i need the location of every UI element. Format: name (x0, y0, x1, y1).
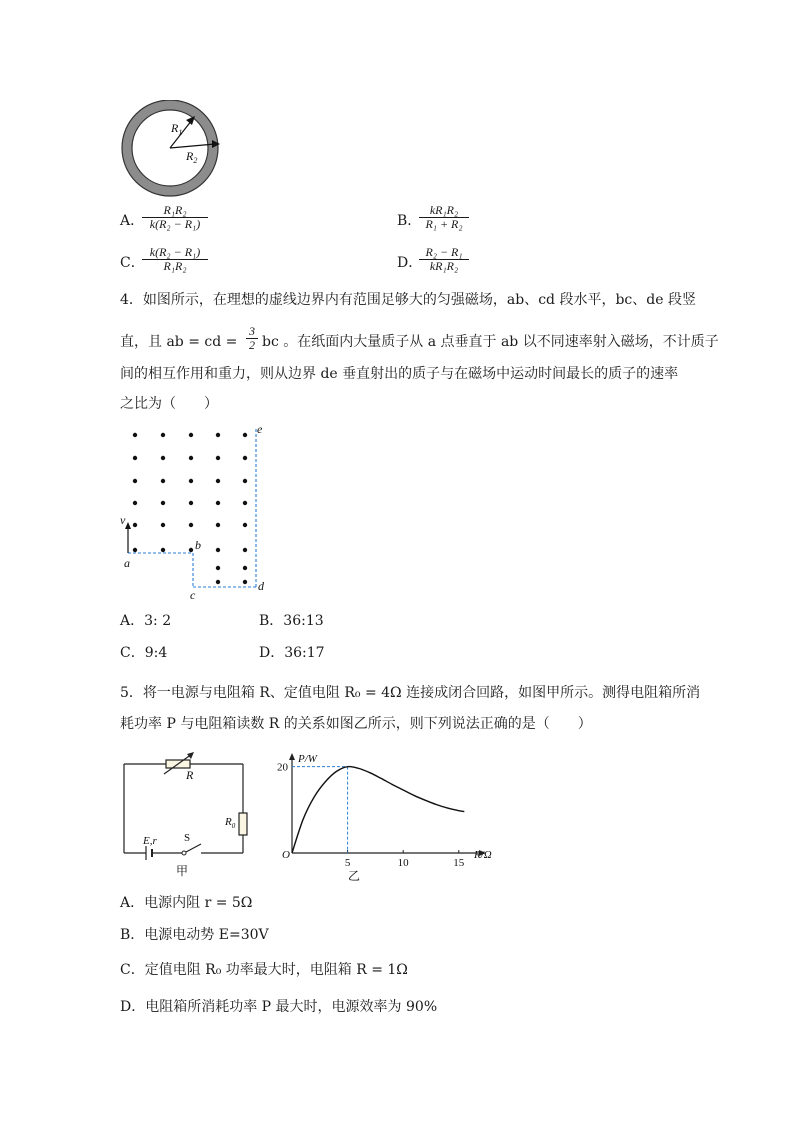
x-tick-label-10: 10 (397, 857, 409, 869)
q5-option-b-text: 电源电动势 E=30V (144, 927, 269, 943)
q3-option-c-numerator: k(R₂ − R₁) (149, 245, 201, 259)
label-c: c (190, 588, 196, 602)
r2-label: $R_2$ (186, 149, 198, 165)
boundary-dashed (128, 428, 256, 587)
q4-ratio-numerator: 3 (249, 324, 255, 338)
q4-option-b (259, 613, 324, 629)
label-r0: $R_0$ (225, 816, 236, 830)
label-a: a (124, 556, 130, 570)
q3-option-b-letter: B． (397, 213, 422, 229)
q5-option-d-text: 电阻箱所消耗功率 P 最大时，电源效率为 90% (145, 999, 438, 1015)
q4-line-1: 4．如图所示，在理想的虚线边界内有范围足够大的匀强磁场，ab、cd 段水平，bc、de 段竖 (120, 292, 696, 308)
label-d: d (258, 579, 264, 593)
q3-option-a-denominator: k(R₂ − R₁) (142, 217, 208, 231)
q4-option-d (259, 645, 325, 661)
power-resistance-chart (276, 748, 502, 883)
q3-option-c-fraction (142, 246, 208, 273)
q4-line-2-pre: 直，且 ab = cd = (120, 334, 238, 350)
origin-label: O (282, 849, 290, 861)
caption-yi: 乙 (348, 869, 361, 883)
x-axis-label: R/Ω (474, 849, 492, 861)
label-e: e (257, 422, 263, 436)
q5-option-d-letter: D． (120, 999, 146, 1015)
q5-line-2: 耗功率 P 与电阻箱读数 R 的关系如图乙所示，则下列说法正确的是（ ） (120, 716, 592, 732)
q4-option-c-letter: C． (120, 645, 145, 661)
y-tick-label-20: 20 (277, 761, 288, 774)
x-tick-label-15: 15 (453, 857, 465, 869)
q3-option-d-denominator: kR₁R₂ (419, 259, 469, 273)
q5-option-d (120, 999, 437, 1015)
q4-option-d-text: 36:17 (284, 645, 325, 661)
q4-ratio-denominator: 2 (246, 338, 258, 352)
q4-ratio-fraction (246, 325, 258, 352)
q3-option-b-fraction (419, 204, 469, 231)
q3-option-c-denominator: R₁R₂ (142, 259, 208, 273)
circuit-figure (116, 752, 256, 882)
field-dots (133, 433, 247, 584)
label-r: R (186, 768, 194, 782)
q3-option-a-fraction (142, 204, 208, 231)
q5-option-c-text: 定值电阻 R₀ 功率最大时，电阻箱 R = 1Ω (144, 962, 408, 978)
q3-option-b-denominator: R₁ + R₂ (419, 217, 469, 231)
q5-option-c (120, 962, 408, 978)
variable-arrowhead (187, 752, 194, 759)
q4-option-c-text: 9:4 (144, 645, 168, 661)
caption-jia: 甲 (176, 864, 189, 878)
series-line-0 (292, 767, 464, 853)
q5-option-a-text: 电源内阻 r = 5Ω (144, 895, 253, 911)
q3-option-d-fraction (419, 246, 469, 273)
q5-option-a (120, 895, 252, 911)
q3-option-d-letter: D． (397, 255, 423, 271)
q4-line-4: 之比为（ ） (120, 396, 218, 412)
label-b: b (195, 538, 201, 552)
q4-line-2-post: bc 。在纸面内大量质子从 a 点垂直于 ab 以不同速率射入磁场，不计质子 (262, 334, 719, 350)
q4-option-b-text: 36:13 (283, 613, 324, 629)
q3-option-b-numerator: kR₁R₂ (429, 203, 459, 217)
label-v: v (120, 513, 126, 527)
ring-figure (118, 100, 226, 200)
label-source: E,r (143, 835, 157, 847)
x-tick-label-5: 5 (344, 857, 351, 869)
q4-option-d-letter: D． (259, 645, 285, 661)
magnetic-field-figure (110, 420, 280, 605)
y-axis-label: P/W (298, 753, 317, 765)
r1-label: $R_1$ (171, 121, 183, 137)
q4-option-a-letter: A． (120, 613, 145, 629)
q3-option-c-letter: C． (120, 255, 145, 271)
q5-option-c-letter: C． (120, 962, 145, 978)
label-s: S (184, 832, 191, 844)
velocity-arrowhead (125, 522, 131, 529)
q3-option-a-letter: A． (120, 213, 145, 229)
switch-blade (186, 844, 201, 852)
q3-option-d-numerator: R₂ − R₁ (425, 245, 463, 259)
q4-option-c (120, 645, 167, 661)
q5-option-b (120, 927, 269, 943)
resistor-r0 (239, 813, 247, 835)
q5-option-a-letter: A． (120, 895, 145, 911)
y-axis-arrow (289, 753, 295, 760)
q5-option-b-letter: B． (120, 927, 145, 943)
q5-line-1: 5．将一电源与电阻箱 R、定值电阻 R₀ = 4Ω 连接成闭合回路，如图甲所示。测得电阻箱所消 (120, 685, 701, 701)
q3-option-a-numerator: R₁R₂ (163, 203, 187, 217)
q4-line-3: 间的相互作用和重力，则从边界 de 垂直射出的质子与在磁场中运动时间最长的质子的速率 (120, 366, 679, 382)
q4-option-a (120, 613, 171, 629)
q4-option-a-text: 3: 2 (144, 613, 172, 629)
q4-option-b-letter: B． (259, 613, 284, 629)
switch-pivot (182, 851, 186, 855)
